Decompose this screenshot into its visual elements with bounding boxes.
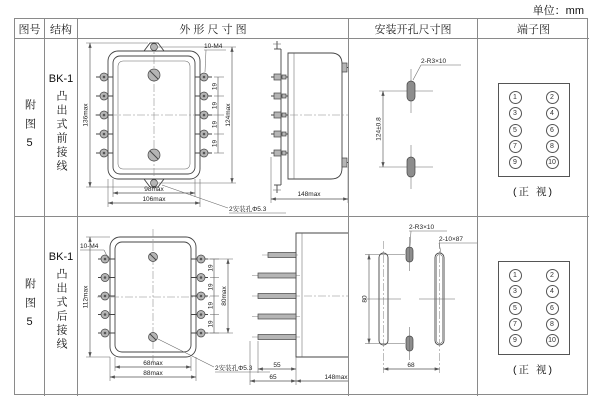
- terminal-number: 7: [509, 140, 522, 153]
- dim-pitch-label: 19: [211, 139, 219, 148]
- mounting-holes: [376, 58, 462, 189]
- thread-label: 10-M4: [80, 243, 99, 250]
- terminal-number: 3: [509, 285, 522, 298]
- mounting-vertical-dim-label: 124±0.8: [375, 117, 383, 141]
- terminal-right-column: [546, 91, 559, 169]
- outline-drawing-front-wiring: [78, 39, 348, 216]
- terminal-left-column: [509, 91, 522, 169]
- outline-drawing-rear-wiring: [78, 217, 348, 395]
- terminal-cell-row1: [478, 39, 589, 217]
- dim-pitch-label: 19: [207, 320, 215, 328]
- slot-label-long: 2-10×87: [439, 236, 464, 243]
- dim-left-label: 112max: [82, 285, 90, 309]
- side-view: [250, 233, 348, 385]
- slot-label-small: 2-R3×10: [409, 224, 435, 231]
- figure-no-cell-row2: [15, 217, 45, 396]
- header-mounting-dims: 安装开孔尺寸图: [349, 19, 478, 39]
- mounting-cell-row2: [349, 217, 478, 396]
- figure-no-row2: 附图5: [23, 277, 36, 336]
- terminal-number: 6: [546, 302, 559, 315]
- dim-bottom-outer-label: 88max: [143, 370, 163, 377]
- dim-pitch-label: 19: [207, 264, 215, 272]
- header-structure: 结构: [45, 19, 78, 39]
- side-front-dim-label: 65: [269, 374, 277, 381]
- terminal-number: 10: [546, 156, 559, 169]
- mounting-cell-row1: [349, 39, 478, 217]
- figure-no-cell-row1: [15, 39, 45, 217]
- terminal-number: 2: [546, 91, 559, 104]
- mounting-horizontal-dim-label: 68: [407, 362, 415, 369]
- mounting-holes: [362, 224, 478, 373]
- terminal-number: 8: [546, 318, 559, 331]
- terminal-box: [498, 83, 570, 177]
- side-view: [271, 41, 348, 203]
- mounting-hole-label: 2安装孔Φ5.3: [229, 206, 267, 213]
- terminal-number: 1: [509, 269, 522, 282]
- structure-label-row1: 凸出式前接线: [55, 90, 67, 174]
- front-view: [97, 229, 210, 365]
- terminal-number: 3: [509, 107, 522, 120]
- terminal-caption: (正 视): [513, 364, 554, 376]
- terminal-caption: (正 视): [513, 186, 554, 198]
- terminal-box: [498, 261, 570, 355]
- header-outline-dims: 外 形 尺 寸 图: [78, 19, 349, 39]
- terminal-number: 2: [546, 269, 559, 282]
- dim-bottom-outer-label: 106max: [142, 196, 166, 203]
- model-label-row1: BK-1: [48, 73, 74, 85]
- header-figure-no: 图号: [15, 19, 45, 39]
- terminal-number: 10: [546, 334, 559, 347]
- dim-right-label: 124max: [225, 103, 232, 127]
- terminal-cell-row2: [478, 217, 589, 396]
- side-stud-dim-label: 55: [273, 362, 281, 369]
- mounting-hole-drawing-rear-wiring: [349, 217, 478, 395]
- mounting-hole-label: 2安装孔Φ5.3: [215, 365, 253, 372]
- side-width-label: 148max: [324, 374, 348, 381]
- terminal-number: 9: [509, 334, 522, 347]
- unit-label: 单位：mm: [532, 5, 584, 17]
- structure-cell-row1: [45, 39, 78, 217]
- terminal-right-column: [546, 269, 559, 347]
- dim-left-label: 136max: [82, 103, 90, 127]
- header-terminal-diagram: 端子图: [478, 19, 589, 39]
- dim-pitch-label: 19: [207, 301, 215, 310]
- terminal-number: 8: [546, 140, 559, 153]
- terminal-number: 1: [509, 91, 522, 104]
- terminal-number: 5: [509, 302, 522, 315]
- structure-cell-row2: [45, 217, 78, 396]
- figure-no-row1: 附图5: [23, 98, 36, 157]
- outline-cell-row2: [78, 217, 349, 396]
- terminal-number: 4: [546, 107, 559, 120]
- dim-bottom-inner-label: 68max: [143, 360, 163, 367]
- dim-pitch-label: 19: [207, 283, 215, 291]
- dim-pitch-label: 19: [211, 101, 219, 110]
- thread-label: 10-M4: [204, 43, 223, 50]
- terminal-number: 9: [509, 156, 522, 169]
- front-view: [95, 42, 214, 189]
- terminal-number: 5: [509, 124, 522, 137]
- dim-pitch-label: 19: [211, 82, 219, 91]
- dim-right-label: 80max: [221, 286, 228, 306]
- terminal-number: 6: [546, 124, 559, 137]
- mounting-hole-drawing-front-wiring: [349, 39, 478, 216]
- terminal-left-column: [509, 269, 522, 347]
- dim-bottom-inner-label: 98max: [144, 186, 164, 193]
- structure-label-row2: 凸出式后接线: [55, 268, 67, 352]
- spec-table: [14, 18, 588, 395]
- terminal-number: 4: [546, 285, 559, 298]
- dim-pitch-label: 19: [211, 120, 219, 129]
- model-label-row2: BK-1: [48, 251, 74, 263]
- slot-label: 2-R3×10: [421, 58, 447, 65]
- terminal-number: 7: [509, 318, 522, 331]
- outline-cell-row1: [78, 39, 349, 217]
- side-width-label: 148max: [297, 191, 321, 198]
- mounting-vertical-dim-label: 80: [361, 295, 369, 303]
